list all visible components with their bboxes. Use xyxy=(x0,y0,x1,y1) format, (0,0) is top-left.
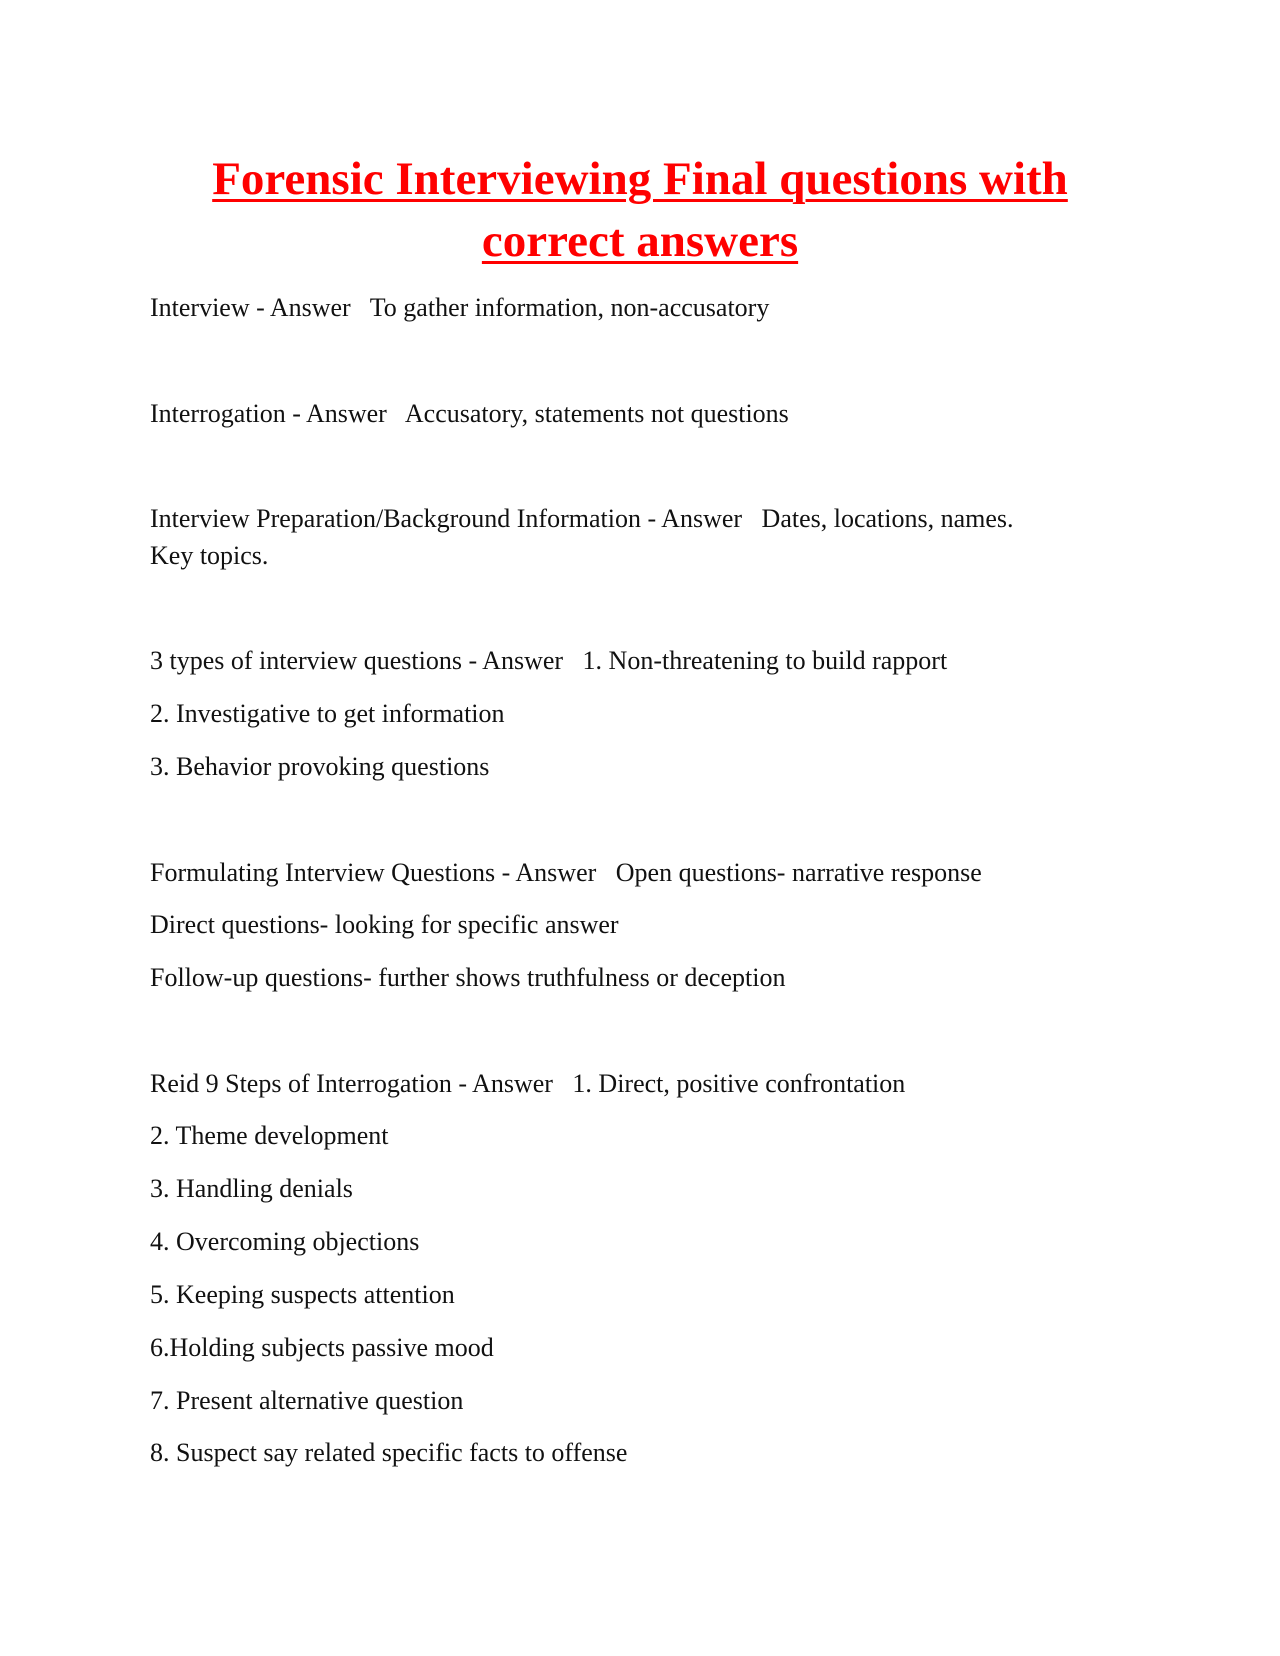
qa-interview: Interview - Answer To gather information, non-accusatory xyxy=(150,293,770,322)
qa-formulating-follow-up: Follow-up questions- further shows truthfulness or deception xyxy=(150,963,786,992)
qa-formulating-questions: Formulating Interview Questions - Answer Open questions- narrative response xyxy=(150,858,982,887)
qa-interview-preparation-continued: Key topics. xyxy=(150,541,269,570)
qa-question-types: 3 types of interview questions - Answer 1. Non-threatening to build rapport xyxy=(150,646,948,675)
qa-interview-preparation: Interview Preparation/Background Information - Answer Dates, locations, names. xyxy=(150,504,1014,533)
qa-interrogation: Interrogation - Answer Accusatory, statements not questions xyxy=(150,399,789,428)
qa-reid-step-7: 7. Present alternative question xyxy=(150,1386,464,1415)
qa-reid-step-5: 5. Keeping suspects attention xyxy=(150,1280,455,1309)
qa-reid-step-8: 8. Suspect say related specific facts to offense xyxy=(150,1438,628,1467)
qa-question-types-item-2: 2. Investigative to get information xyxy=(150,699,505,728)
qa-reid-steps: Reid 9 Steps of Interrogation - Answer 1. Direct, positive confrontation xyxy=(150,1069,906,1098)
qa-question-types-item-3: 3. Behavior provoking questions xyxy=(150,752,490,781)
qa-formulating-direct: Direct questions- looking for specific answer xyxy=(150,910,619,939)
qa-reid-step-6: 6.Holding subjects passive mood xyxy=(150,1333,494,1362)
qa-reid-step-3: 3. Handling denials xyxy=(150,1174,353,1203)
document-title: Forensic Interviewing Final questions with correct answers xyxy=(212,153,1068,267)
qa-reid-step-4: 4. Overcoming objections xyxy=(150,1227,420,1256)
qa-reid-step-2: 2. Theme development xyxy=(150,1121,389,1150)
